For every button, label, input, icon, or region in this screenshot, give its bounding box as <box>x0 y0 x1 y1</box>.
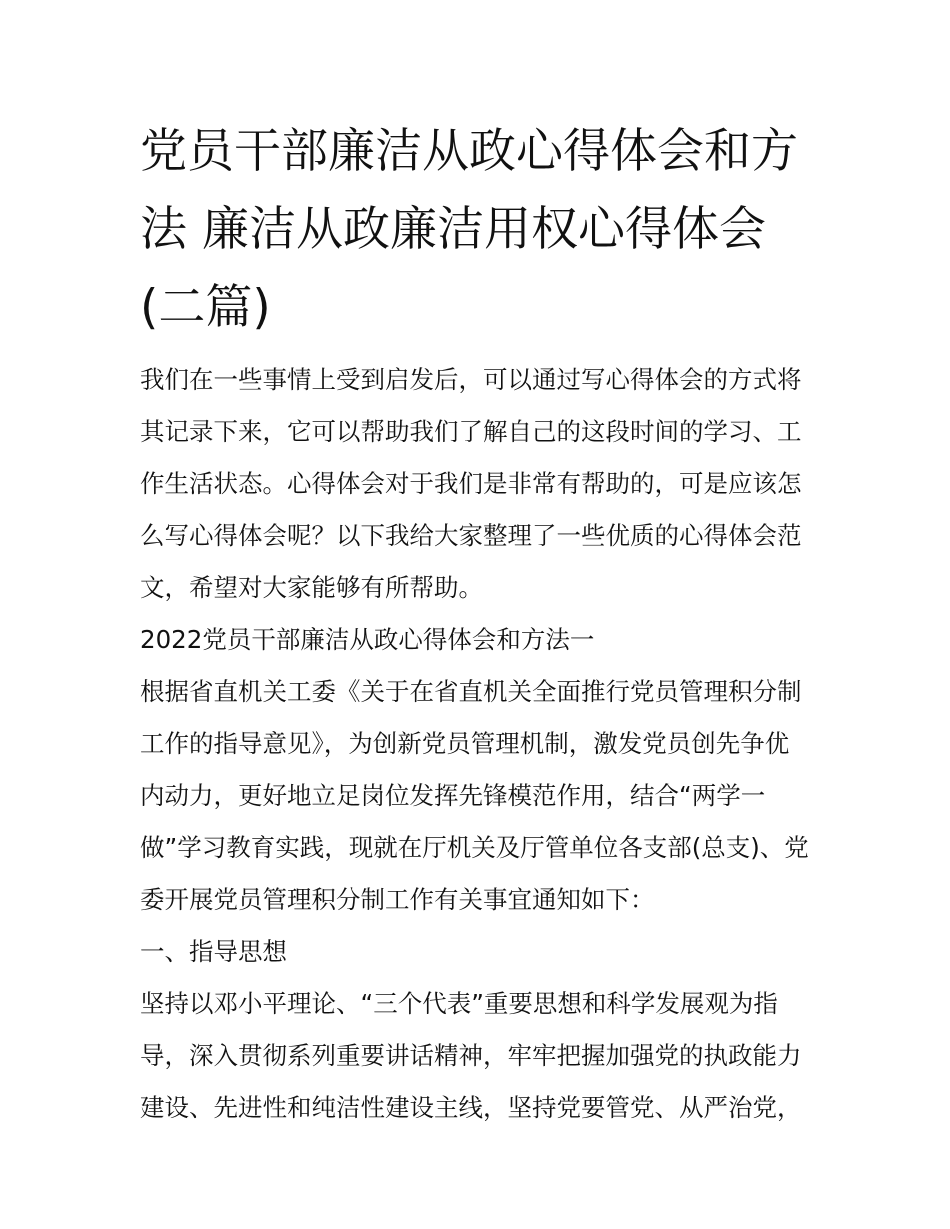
intro-paragraph: 我们在一些事情上受到启发后，可以通过写心得体会的方式将其记录下来，它可以帮助我们了解自己的这段时间的学习、工作生活状态。心得体会对于我们是非常有帮助的，可是应该怎么写心得体会呢？以下我给大家整理了一些优质的心得体会范文，希望对大家能够有所帮助。 <box>140 365 802 602</box>
body-paragraph: 根据省直机关工委《关于在省直机关全面推行党员管理积分制工作的指导意见》，为创新党员管理机制，激发党员创先争优内动力，更好地立足岗位发挥先锋模范作用，结合“两学一做”学习教育实践，现就在厅机关及厅管单位各支部(总支)、党委开展党员管理积分制工作有关事宜通知如下： <box>140 677 809 914</box>
document-title: 党员干部廉洁从政心得体会和方法 廉洁从政廉洁用权心得体会(二篇) <box>140 124 798 335</box>
body-paragraph: 坚持以邓小平理论、“三个代表”重要思想和科学发展观为指导，深入贯彻系列重要讲话精神，牢牢把握加强党的执政能力建设、先进性和纯洁性建设主线，坚持党要管党、从严治党， <box>140 989 802 1122</box>
section-heading: 2022党员干部廉洁从政心得体会和方法一 <box>140 625 595 654</box>
document-body <box>140 354 812 1134</box>
subsection-heading: 一、指导思想 <box>140 937 287 966</box>
